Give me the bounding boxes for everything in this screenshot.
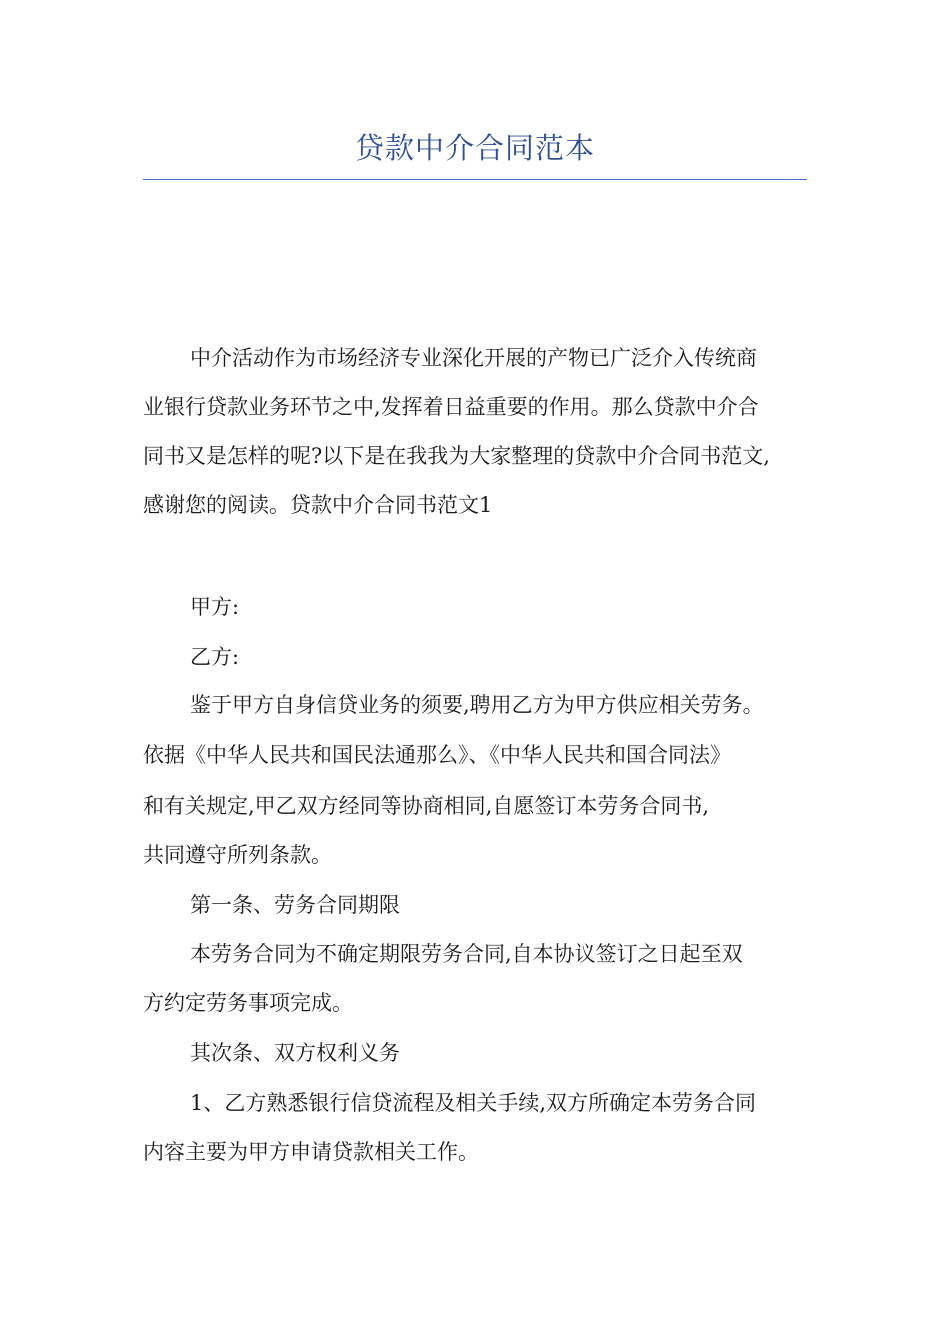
article-2-item-1-line: 1、乙方熟悉银行信贷流程及相关手续,双方所确定本劳务合同 (190, 1091, 757, 1115)
article-1-heading: 第一条、劳务合同期限 (190, 893, 400, 917)
title-divider (143, 179, 807, 180)
party-b-label: 乙方: (190, 645, 240, 669)
article-1-line: 本劳务合同为不确定期限劳务合同,自本协议签订之日起至双 (190, 942, 743, 966)
preamble-line: 共同遵守所列条款。 (143, 843, 332, 867)
preamble-line: 鉴于甲方自身信贷业务的须要,聘用乙方为甲方供应相关劳务。 (190, 693, 764, 717)
article-1-line: 方约定劳务事项完成。 (143, 991, 353, 1015)
preamble-line: 依据《中华人民共和国民法通那么》、《中华人民共和国合同法》 (143, 743, 731, 767)
preamble-line: 和有关规定,甲乙双方经同等协商相同,自愿签订本劳务合同书, (143, 794, 710, 818)
party-a-label: 甲方: (190, 595, 240, 619)
intro-line: 业银行贷款业务环节之中,发挥着日益重要的作用。那么贷款中介合 (143, 395, 759, 419)
intro-line: 中介活动作为市场经济专业深化开展的产物已广泛介入传统商 (190, 346, 757, 370)
article-2-heading: 其次条、双方权利义务 (190, 1041, 400, 1065)
page-title: 贷款中介合同范本 (354, 131, 595, 165)
intro-line: 感谢您的阅读。贷款中介合同书范文1 (143, 493, 493, 517)
article-2-item-1-line: 内容主要为甲方申请贷款相关工作。 (143, 1140, 479, 1164)
intro-line: 同书又是怎样的呢?以下是在我我为大家整理的贷款中介合同书范文, (143, 444, 770, 468)
